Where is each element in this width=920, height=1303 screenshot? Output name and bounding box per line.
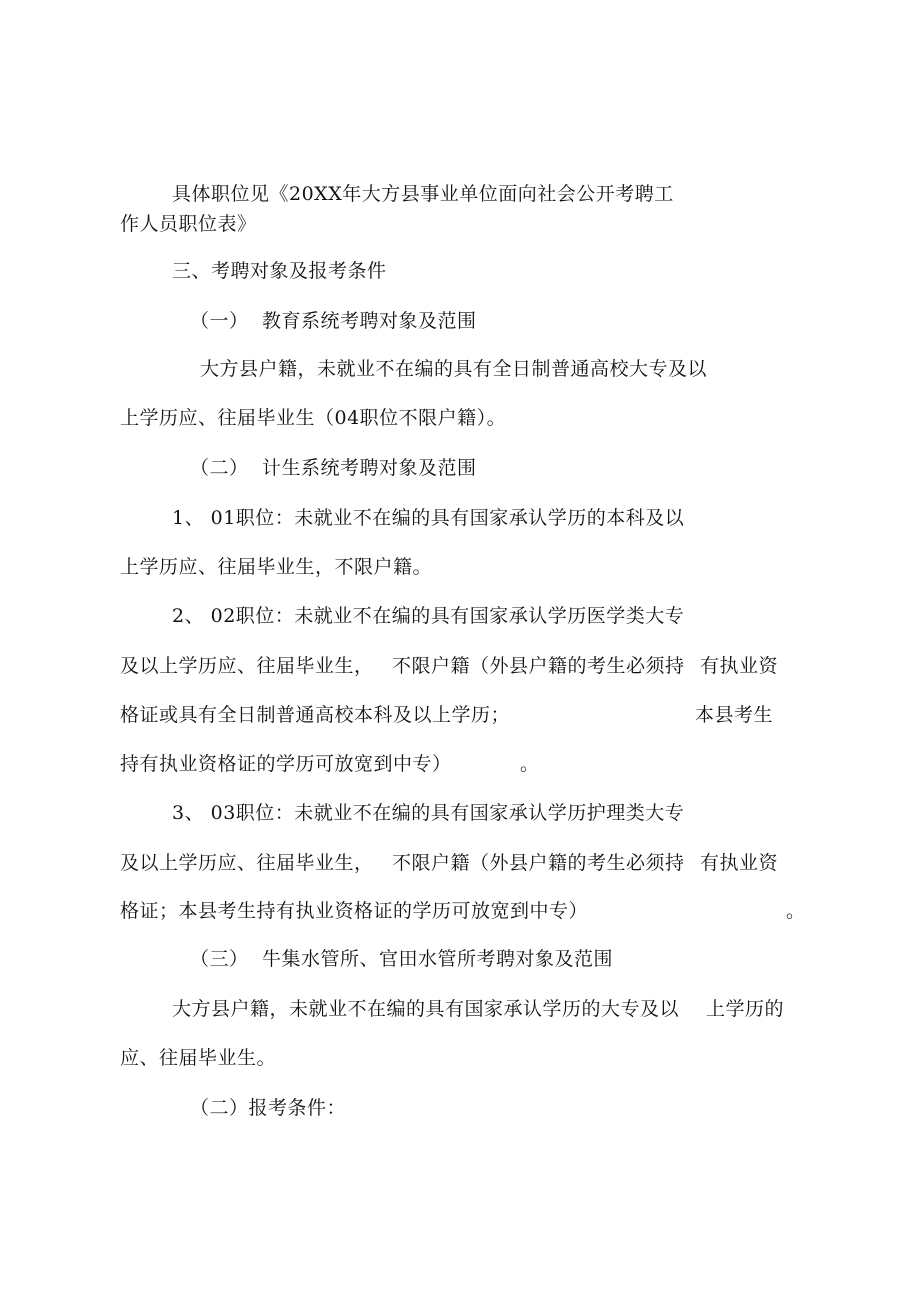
subsection-number: （二） — [190, 457, 249, 479]
text-line: 不限户籍（外县户籍的考生必须持 — [392, 852, 685, 874]
subsection-title: 教育系统考聘对象及范围 — [262, 310, 477, 332]
text-line: 格证或具有全日制普通高校本科及以上学历； — [120, 704, 511, 726]
text-line: 。 — [520, 753, 540, 775]
text-line: 格证；本县考生持有执业资格证的学历可放宽到中专） — [120, 900, 589, 922]
text-line: 有执业资 — [700, 655, 779, 677]
subsection-number: （一） — [190, 310, 249, 332]
text-line: 3、 03职位：未就业不在编的具有国家承认学历护理类大专 — [172, 802, 685, 824]
text-line: 不限户籍（外县户籍的考生必须持 — [392, 655, 685, 677]
text-line: 本县考生 — [695, 704, 774, 726]
text-line: 有执业资 — [700, 852, 779, 874]
section-heading: 三、考聘对象及报考条件 — [172, 260, 387, 282]
text-line: 上学历应、往届毕业生（04职位不限户籍）。 — [120, 407, 507, 429]
section-heading: （二）报考条件： — [190, 1097, 347, 1119]
text-line: 大方县户籍，未就业不在编的具有国家承认学历的大专及以 — [172, 998, 680, 1020]
subsection-title: 牛集水管所、官田水管所考聘对象及范围 — [262, 948, 614, 970]
text-line: 。 — [786, 900, 806, 922]
text-line: 持有执业资格证的学历可放宽到中专） — [120, 753, 452, 775]
text-line: 大方县户籍，未就业不在编的具有全日制普通高校大专及以 — [200, 358, 708, 380]
subsection-title: 计生系统考聘对象及范围 — [262, 457, 477, 479]
text-line: 具体职位见《20XX年大方县事业单位面向社会公开考聘工 — [172, 183, 674, 205]
text-line: 作人员职位表》 — [120, 213, 257, 235]
text-line: 及以上学历应、往届毕业生， — [120, 655, 374, 677]
text-line: 上学历应、往届毕业生，不限户籍。 — [120, 556, 433, 578]
text-line: 2、 02职位：未就业不在编的具有国家承认学历医学类大专 — [172, 605, 685, 627]
text-line: 及以上学历应、往届毕业生， — [120, 852, 374, 874]
text-line: 1、 01职位：未就业不在编的具有国家承认学历的本科及以 — [172, 507, 685, 529]
text-line: 应、往届毕业生。 — [120, 1047, 277, 1069]
subsection-number: （三） — [190, 948, 249, 970]
text-line: 上学历的 — [706, 998, 785, 1020]
